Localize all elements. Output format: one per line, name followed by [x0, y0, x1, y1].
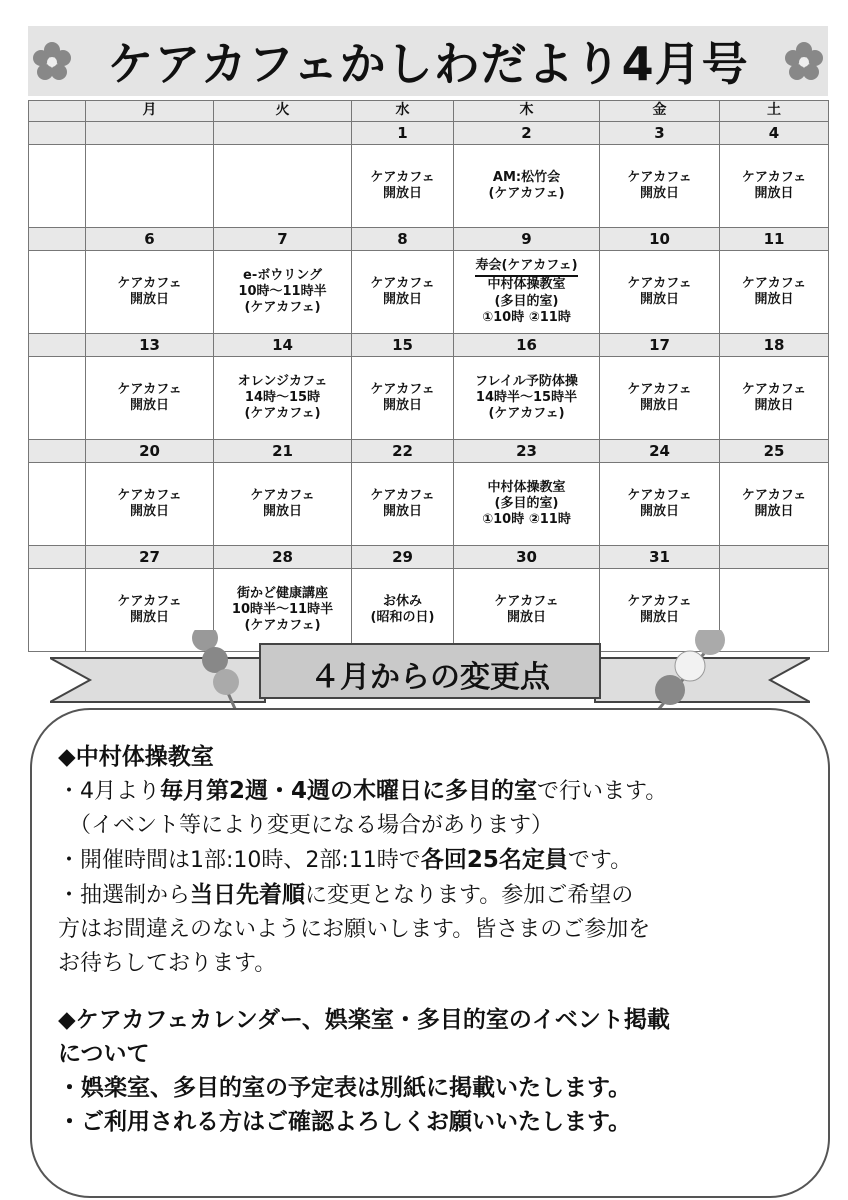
date-cell: 1 [352, 122, 454, 145]
event-text: ケアカフェ [627, 487, 692, 503]
event-row [29, 145, 829, 228]
event-cell [29, 357, 86, 440]
event-text: 開放日 [506, 610, 546, 625]
event-text: 14時～15時 [244, 389, 321, 405]
event-cell [352, 463, 454, 546]
event-text: (多目的室) [494, 293, 559, 309]
event-text: ケアカフェ [117, 275, 182, 291]
event-text: 開放日 [382, 398, 422, 413]
left-flower-icon [30, 40, 74, 84]
event-text: 開放日 [129, 610, 169, 625]
date-row [29, 440, 829, 463]
event-text: AM:松竹会 [492, 169, 561, 185]
event-cell [86, 145, 214, 228]
event-text: ケアカフェ [494, 593, 559, 609]
event-cell [720, 463, 829, 546]
date-cell: 24 [600, 440, 720, 463]
event-text: ケアカフェ [370, 381, 435, 397]
date-row [29, 122, 829, 145]
event-text: ケアカフェ [370, 275, 435, 291]
date-cell: 6 [86, 228, 214, 251]
section1-line4: ・抽選制から当日先着順に変更となります。参加ご希望の [58, 882, 634, 908]
right-flower-icon [782, 40, 826, 84]
date-cell: 23 [454, 440, 600, 463]
event-text: ケアカフェ [627, 593, 692, 609]
event-row [29, 463, 829, 546]
newsletter-title-bar [28, 26, 828, 96]
date-cell [29, 228, 86, 251]
event-text: ①10時 ②11時 [482, 309, 571, 325]
date-cell: 30 [454, 546, 600, 569]
weekday-header [29, 101, 86, 122]
event-text: 10時～11時半 [238, 283, 327, 299]
event-cell [29, 145, 86, 228]
event-cell [720, 251, 829, 334]
section2-line2: ・ご利用される方はご確認よろしくお願いいたします。 [58, 1109, 632, 1135]
date-cell: 10 [600, 228, 720, 251]
date-cell [29, 546, 86, 569]
newsletter-title: ケアカフェかしわだより4月号 [107, 37, 749, 91]
event-text: (昭和の日) [370, 610, 435, 625]
event-text: ケアカフェ [117, 593, 182, 609]
event-text: e-ボウリング [243, 267, 322, 283]
section1-heading: ◆中村体操教室 [58, 744, 214, 770]
section1-line2: （イベント等により変更になる場合があります） [58, 813, 554, 838]
event-text: 開放日 [382, 292, 422, 307]
event-text: 開放日 [639, 292, 679, 307]
event-cell [86, 463, 214, 546]
event-text: 開放日 [754, 292, 794, 307]
date-cell: 28 [214, 546, 352, 569]
event-cell [352, 145, 454, 228]
section2-line1: ・娯楽室、多目的室の予定表は別紙に掲載いたします。 [58, 1075, 632, 1101]
event-text: オレンジカフェ [237, 373, 328, 389]
event-text: ケアカフェ [741, 381, 807, 397]
event-text: 開放日 [754, 504, 794, 519]
event-row [29, 357, 829, 440]
weekday-header: 金 [600, 101, 720, 122]
event-text: 開放日 [262, 504, 302, 519]
event-cell [720, 357, 829, 440]
event-text: ケアカフェ [117, 487, 182, 503]
weekday-header: 土 [720, 101, 829, 122]
date-cell: 25 [720, 440, 829, 463]
section2-heading-cont: について [58, 1041, 150, 1067]
event-text: 開放日 [639, 186, 679, 201]
section1-line3: ・開催時間は1部:10時、2部:11時で各回25名定員です。 [58, 847, 633, 873]
event-text: 開放日 [754, 398, 794, 413]
event-text: (ケアカフェ) [244, 406, 321, 422]
event-row [29, 251, 829, 334]
event-cell [86, 251, 214, 334]
date-cell: 16 [454, 334, 600, 357]
event-cell [600, 357, 720, 440]
date-row [29, 334, 829, 357]
weekday-header: 火 [214, 101, 352, 122]
date-cell [29, 334, 86, 357]
event-text: (ケアカフェ) [244, 300, 321, 316]
event-cell [214, 357, 352, 440]
event-text: ケアカフェ [370, 169, 435, 185]
event-text: ケアカフェ [627, 275, 692, 291]
event-text: ケアカフェ [117, 381, 182, 397]
event-cell [454, 251, 600, 334]
event-text: ケアカフェ [741, 275, 807, 291]
date-cell: 17 [600, 334, 720, 357]
date-cell [29, 440, 86, 463]
date-cell: 15 [352, 334, 454, 357]
date-cell: 8 [352, 228, 454, 251]
date-cell [720, 546, 829, 569]
event-cell [352, 251, 454, 334]
notice-content [58, 740, 818, 1139]
event-text: 開放日 [639, 610, 679, 625]
event-text: 中村体操教室 [487, 479, 566, 495]
event-cell [600, 145, 720, 228]
date-cell: 3 [600, 122, 720, 145]
event-text: 開放日 [639, 398, 679, 413]
event-text: フレイル予防体操 [475, 373, 578, 389]
event-cell [214, 251, 352, 334]
event-text: ①10時 ②11時 [482, 512, 571, 528]
event-cell [454, 357, 600, 440]
event-text: 開放日 [382, 504, 422, 519]
event-cell [600, 251, 720, 334]
event-cell [720, 145, 829, 228]
event-text: ケアカフェ [741, 487, 807, 503]
date-cell: 29 [352, 546, 454, 569]
event-cell [454, 463, 600, 546]
event-cell [600, 463, 720, 546]
date-cell: 31 [600, 546, 720, 569]
event-cell [29, 251, 86, 334]
event-text: (多目的室) [494, 495, 559, 511]
date-row [29, 228, 829, 251]
weekday-header: 木 [454, 101, 600, 122]
section1-line6: お待ちしております。 [58, 951, 277, 976]
event-text: 寿会(ケアカフェ) [475, 258, 577, 277]
date-cell: 4 [720, 122, 829, 145]
event-cell [86, 357, 214, 440]
event-cell [29, 463, 86, 546]
event-text: 10時半～11時半 [231, 601, 334, 617]
date-cell: 11 [720, 228, 829, 251]
event-text: 14時半～15時半 [475, 389, 578, 405]
weekday-header: 水 [352, 101, 454, 122]
date-cell: 2 [454, 122, 600, 145]
weekday-header: 月 [86, 101, 214, 122]
event-text: ケアカフェ [370, 487, 435, 503]
event-text: 開放日 [129, 504, 169, 519]
date-cell: 14 [214, 334, 352, 357]
event-text: ケアカフェ [627, 169, 692, 185]
event-text: 開放日 [129, 398, 169, 413]
event-cell [352, 357, 454, 440]
event-text: 中村体操教室 [487, 277, 566, 293]
event-text: 開放日 [129, 292, 169, 307]
section1-line5: 方はお間違えのないようにお願いします。皆さまのご参加を [58, 917, 651, 942]
event-text: 開放日 [639, 504, 679, 519]
section1-line1: ・4月より毎月第2週・4週の木曜日に多目的室で行います。 [58, 778, 668, 804]
event-text: お休み [382, 593, 422, 609]
section2-heading: ◆ケアカフェカレンダー、娯楽室・多目的室のイベント掲載 [58, 1007, 670, 1033]
date-cell [29, 122, 86, 145]
event-cell [214, 145, 352, 228]
date-cell: 21 [214, 440, 352, 463]
event-text: (ケアカフェ) [244, 618, 321, 634]
date-cell [214, 122, 352, 145]
date-cell: 7 [214, 228, 352, 251]
event-cell [454, 145, 600, 228]
date-cell: 13 [86, 334, 214, 357]
date-cell: 27 [86, 546, 214, 569]
event-text: ケアカフェ [627, 381, 692, 397]
date-cell [86, 122, 214, 145]
event-text: 開放日 [754, 186, 794, 201]
event-text: 開放日 [382, 186, 422, 201]
changes-banner-label: ４月からの変更点 [310, 660, 550, 695]
event-text: ケアカフェ [741, 169, 807, 185]
date-cell: 18 [720, 334, 829, 357]
april-calendar [28, 100, 829, 652]
date-cell: 22 [352, 440, 454, 463]
date-row [29, 546, 829, 569]
weekday-header-row [29, 101, 829, 122]
event-text: (ケアカフェ) [488, 186, 565, 201]
date-cell: 20 [86, 440, 214, 463]
event-text: 街かど健康講座 [236, 585, 328, 601]
event-text: (ケアカフェ) [488, 406, 565, 422]
event-text: ケアカフェ [250, 487, 315, 503]
event-cell [214, 463, 352, 546]
date-cell: 9 [454, 228, 600, 251]
